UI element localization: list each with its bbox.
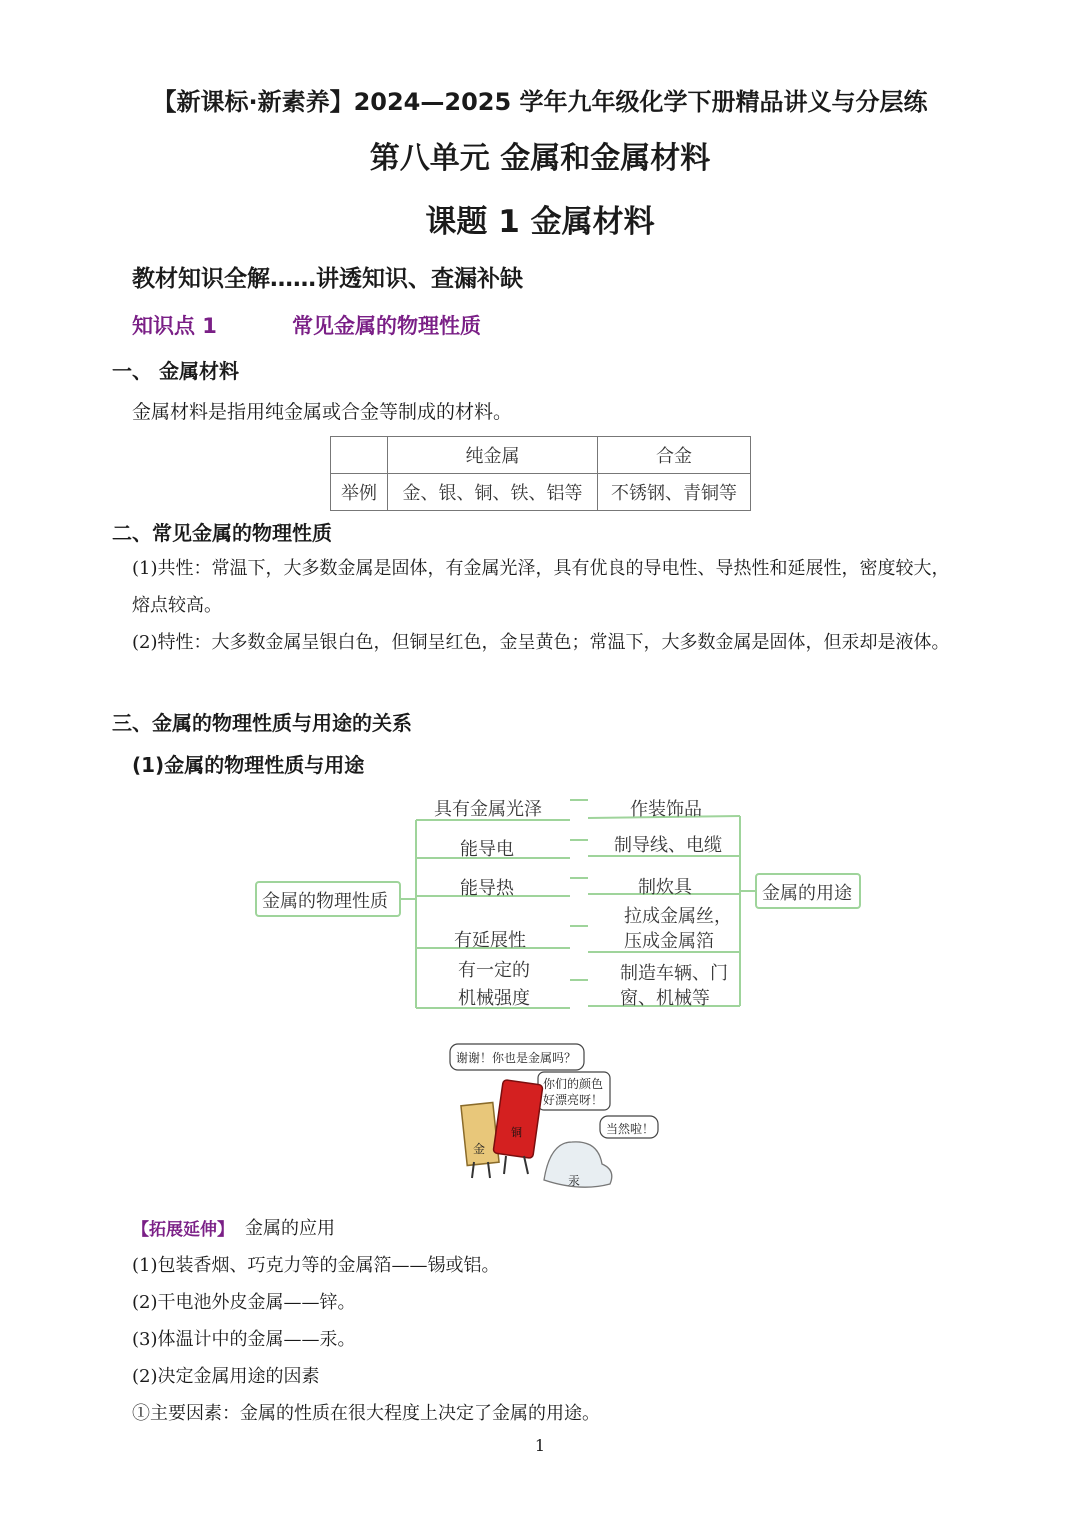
diagram-right-label: 金属的用途	[762, 883, 852, 904]
diagram-use: 拉成金属丝，	[624, 906, 732, 927]
table-row	[331, 474, 751, 511]
metals-cartoon	[440, 1040, 680, 1200]
diagram-use: 制导线、电缆	[614, 835, 722, 856]
extension-item: (2)决定金属用途的因素	[132, 1366, 320, 1387]
diagram-use: 作装饰品	[630, 799, 702, 820]
part2-heading: 二、常见金属的物理性质	[112, 521, 332, 545]
extension-item: ①主要因素：金属的性质在很大程度上决定了金属的用途。	[132, 1403, 600, 1424]
diagram-property: 机械强度	[458, 988, 530, 1009]
knowledge-point-number: 知识点 1	[132, 314, 217, 338]
extension-item: (1)包装香烟、巧克力等的金属箔——锡或铝。	[132, 1255, 500, 1276]
special-properties-paragraph: (2)特性：大多数金属呈银白色，但铜呈红色，金呈黄色；常温下，大多数金属是固体，但汞却是液体。	[132, 632, 950, 653]
table-header-cell: 纯金属	[388, 437, 598, 474]
lesson-title: 课题 1 金属材料	[425, 204, 655, 240]
part1-heading: 一、 金属材料	[112, 359, 239, 383]
diagram-left-label: 金属的物理性质	[262, 891, 388, 912]
common-properties-paragraph: (1)共性：常温下，大多数金属是固体，有金属光泽，具有优良的导电性、导热性和延展性，密度较大，熔点较高。	[132, 558, 950, 616]
diagram-property: 具有金属光泽	[434, 799, 542, 820]
diagram-property: 有一定的	[458, 960, 530, 981]
extension-tag: 【拓展延伸】	[132, 1220, 234, 1240]
table-header-cell: 合金	[598, 437, 751, 474]
copper-character-label: 铜	[511, 1126, 522, 1139]
section-heading: 教材知识全解……讲透知识、查漏补缺	[132, 266, 523, 292]
extension-item: (2)干电池外皮金属——锌。	[132, 1292, 356, 1313]
cartoon-bubble-2b: 好漂亮呀！	[543, 1093, 604, 1107]
document-header: 【新课标·新素养】2024—2025 学年九年级化学下册精品讲义与分层练	[152, 88, 928, 116]
table-cell: 金、银、铜、铁、铝等	[388, 474, 598, 511]
mercury-character-label: 汞	[568, 1174, 581, 1188]
table-cell: 举例	[331, 474, 388, 511]
cartoon-bubble-3: 当然啦！	[606, 1122, 655, 1136]
cartoon-bubble-1: 谢谢！你也是金属吗？	[456, 1051, 577, 1065]
table-cell: 不锈钢、青铜等	[598, 474, 751, 511]
page-number: 1	[534, 1436, 546, 1455]
part3-heading: 三、金属的物理性质与用途的关系	[112, 711, 412, 735]
knowledge-point-title: 常见金属的物理性质	[292, 314, 481, 338]
metal-material-table	[330, 436, 751, 511]
part1-definition: 金属材料是指用纯金属或合金等制成的材料。	[132, 401, 513, 423]
extension-title: 金属的应用	[245, 1218, 335, 1239]
unit-title: 第八单元 金属和金属材料	[369, 141, 711, 176]
diagram-use: 制炊具	[638, 877, 692, 898]
diagram-property: 能导电	[460, 839, 514, 860]
diagram-use: 窗、机械等	[620, 988, 710, 1009]
extension-item: (3)体温计中的金属——汞。	[132, 1329, 356, 1350]
part3-subheading: (1)金属的物理性质与用途	[132, 753, 365, 777]
table-header-row	[331, 437, 751, 474]
cartoon-bubble-2a: 你们的颜色	[543, 1077, 604, 1091]
diagram-use: 压成金属箔	[624, 931, 714, 952]
table-header-cell	[331, 437, 388, 474]
diagram-property: 有延展性	[454, 930, 526, 951]
property-use-diagram	[250, 786, 870, 1018]
diagram-property: 能导热	[460, 878, 514, 899]
gold-character-label: 金	[473, 1142, 486, 1156]
diagram-use: 制造车辆、门	[620, 963, 728, 984]
